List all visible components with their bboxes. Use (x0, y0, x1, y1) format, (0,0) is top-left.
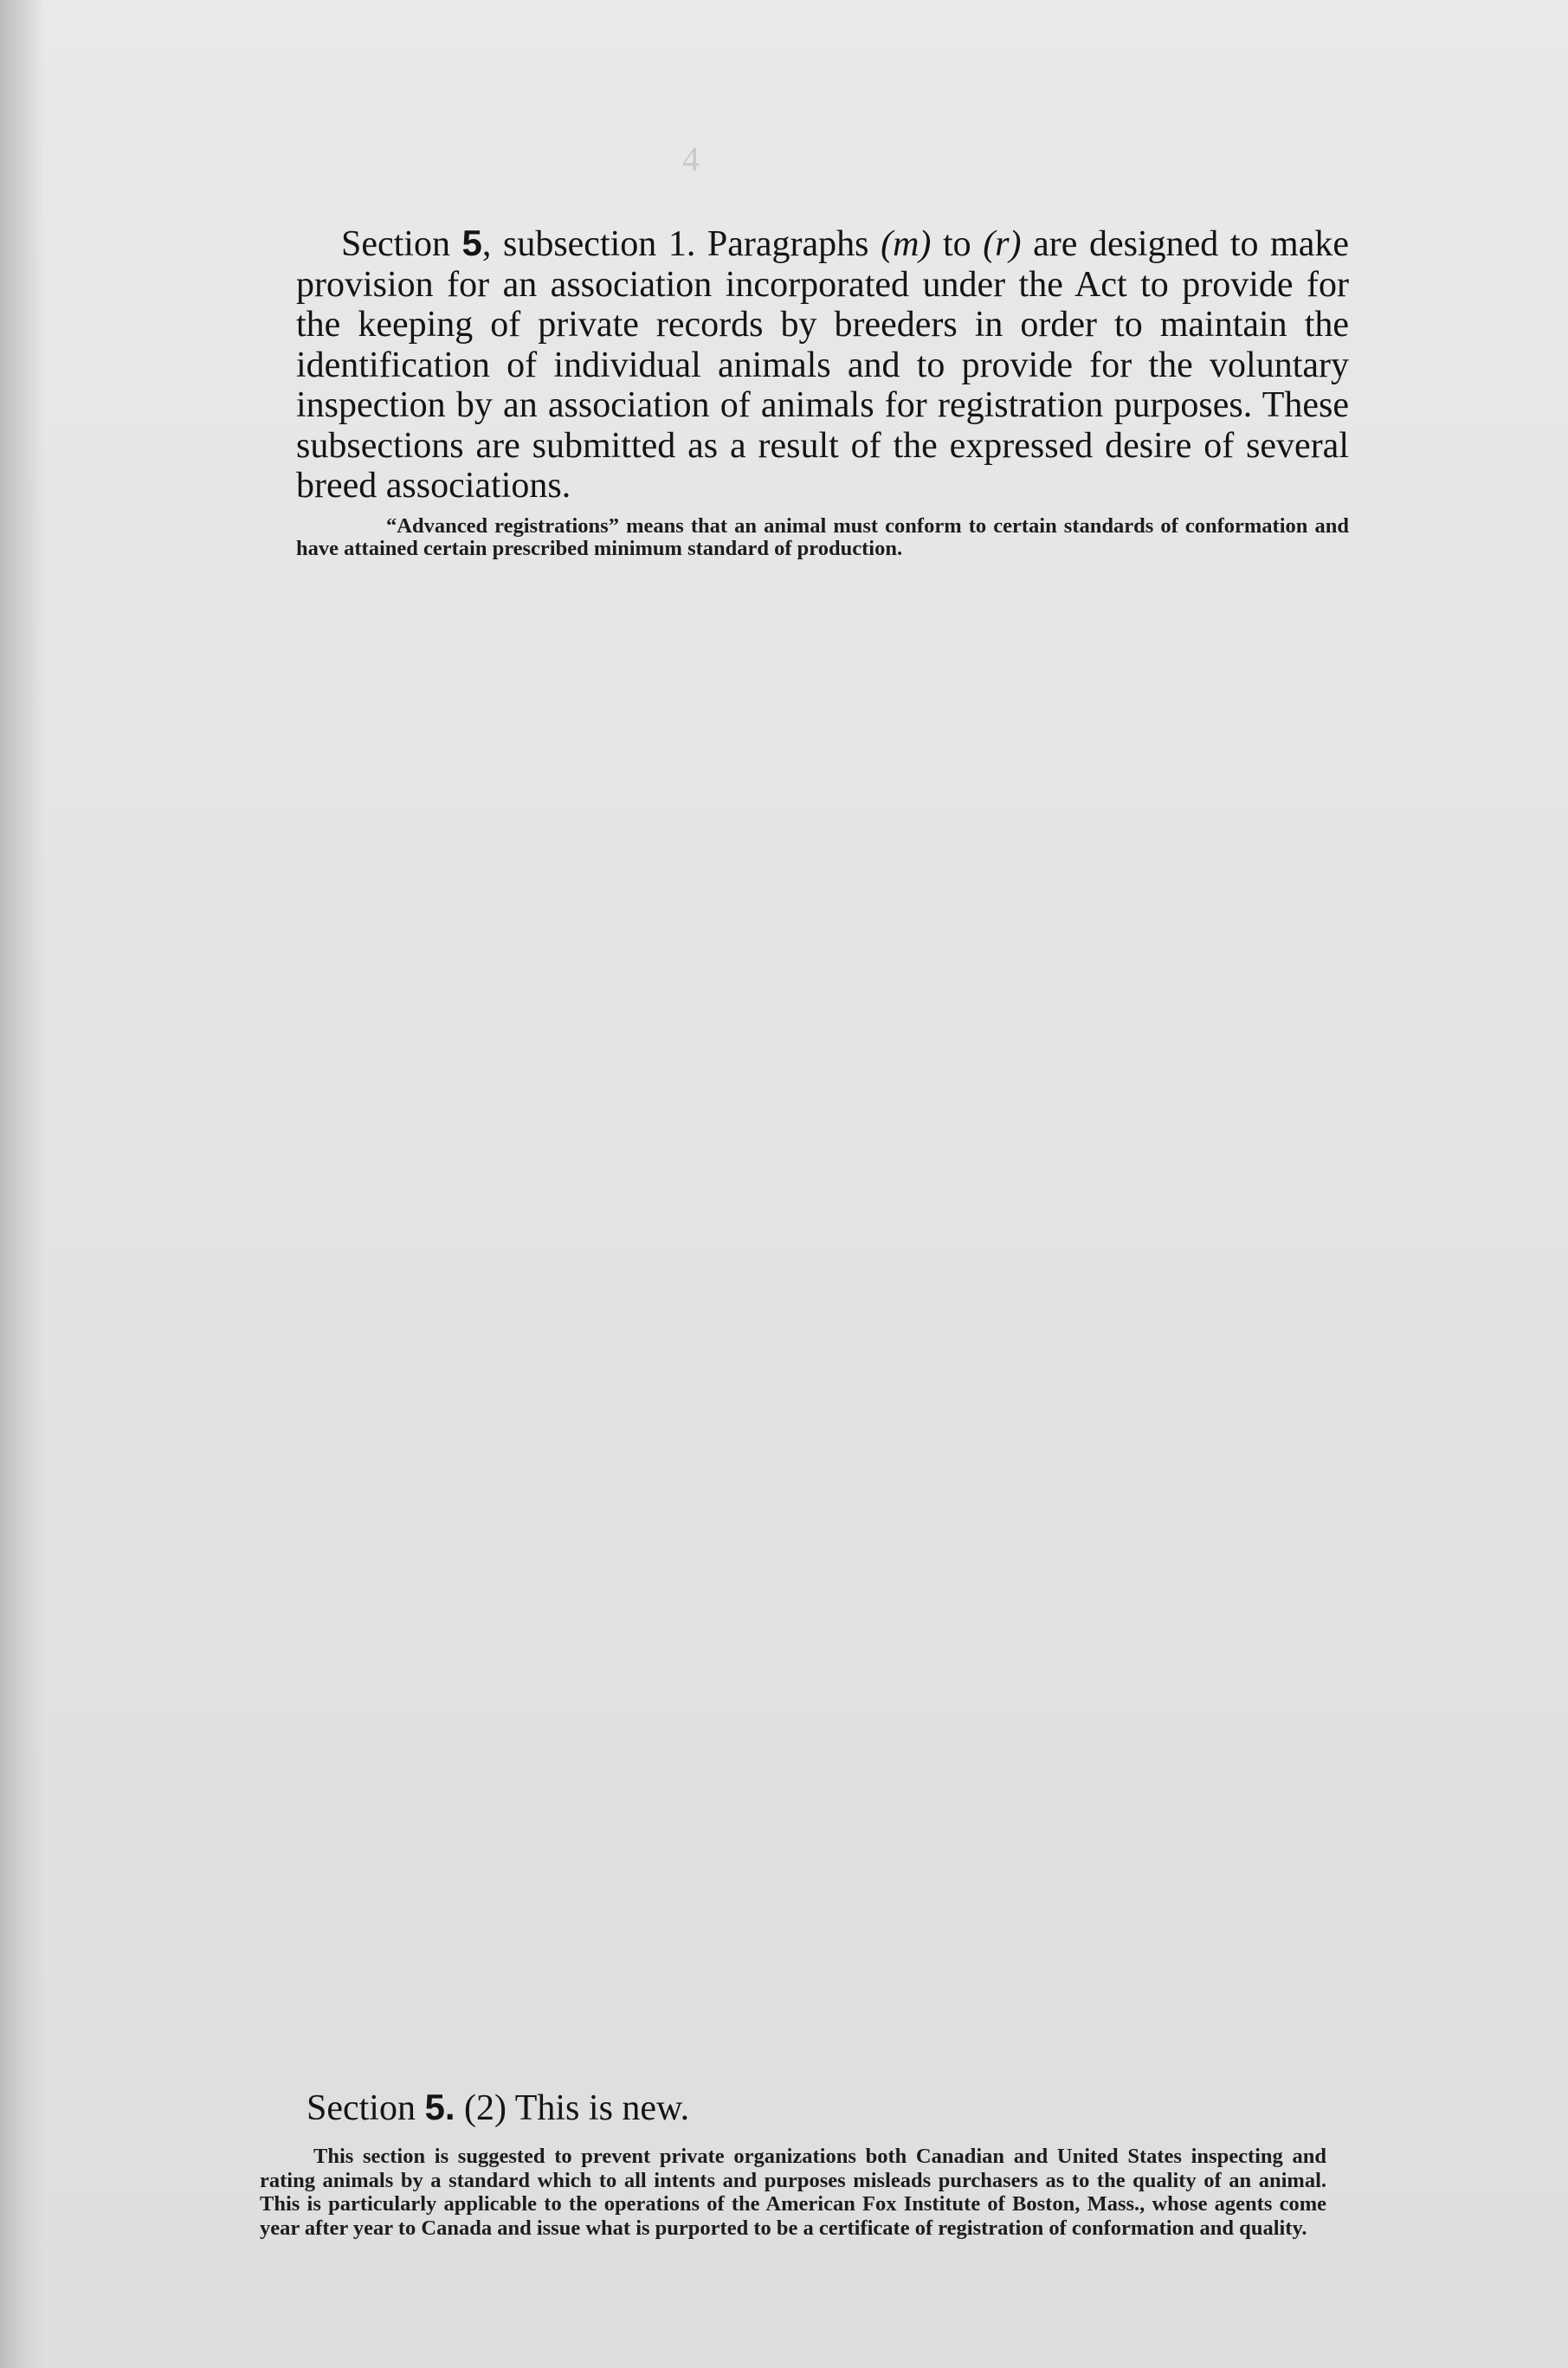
section-label: Section (307, 2088, 425, 2128)
section-number: 5. (424, 2087, 455, 2127)
paragraph-end-ref: (r) (983, 224, 1022, 264)
explanatory-note-section-5-subsection-2 (260, 2087, 1326, 2240)
page-number: 4 (682, 139, 700, 178)
note-body: are designed to make provision for an association incorporated under the Act to provide for the keeping of private records by breeders in order to maintain the identification of individual animals and to provide for the voluntary inspection by an association of animals for registration purposes. These subsections are submitted as a result of the expressed desire of several breed associations. (296, 224, 1350, 506)
note-intro: , subsection 1. Paragraphs (481, 224, 881, 264)
heading-rest: (2) This is new. (455, 2088, 690, 2128)
advanced-registrations-definition: “Advanced registrations” means that an animal must conform to certain standards of conformation and have attained certain prescribed minimum standard of production. (296, 513, 1349, 560)
note-body: This section is suggested to prevent private organizations both Canadian and United States inspecting and rating animals by a standard which to all intents and purposes misleads purchasers as to the quality of an animal. This is particularly applicable to the operations of the American Fox Institute of Boston, Mass., whose agents come year after year to Canada and issue what is purported to be a certificate of registration of conformation and quality. (260, 2145, 1326, 2240)
paragraph-start-ref: (m) (881, 224, 932, 264)
section-label: Section (341, 224, 462, 264)
page-edge-shadow (0, 0, 45, 2368)
note-heading (307, 2087, 1326, 2129)
note-paragraph (296, 223, 1349, 507)
explanatory-note-section-5-subsection-1 (296, 223, 1349, 561)
to-word: to (931, 224, 984, 264)
section-number: 5 (461, 223, 482, 263)
